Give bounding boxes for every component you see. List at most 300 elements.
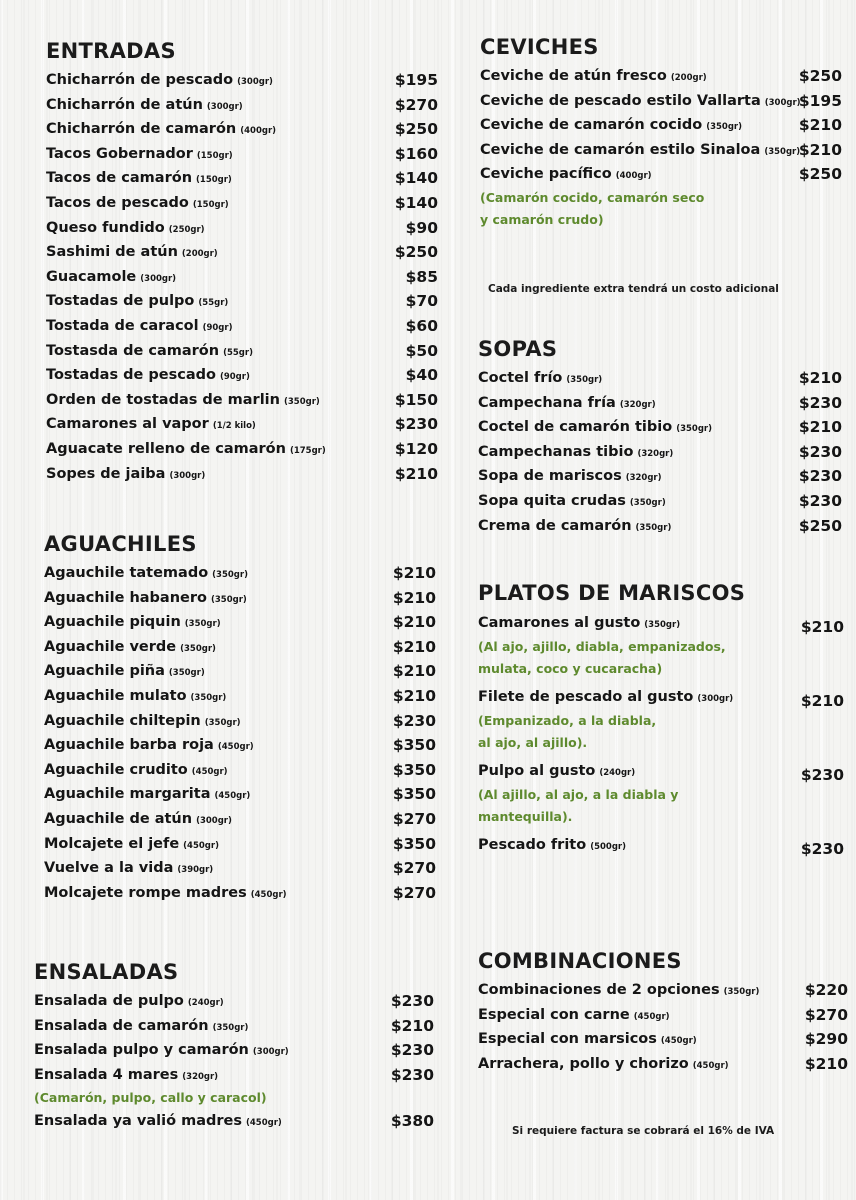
menu-item-row xyxy=(34,1109,434,1134)
dish-price: $140 xyxy=(394,169,438,188)
menu-item xyxy=(34,1014,434,1039)
dish-price: $210 xyxy=(392,686,436,705)
menu-item xyxy=(44,881,436,906)
menu-item xyxy=(478,1003,848,1028)
menu-item-row xyxy=(46,339,438,364)
menu-item-row xyxy=(46,93,438,118)
menu-item xyxy=(478,489,842,514)
dish-price: $350 xyxy=(392,834,436,853)
menu-item-row xyxy=(44,684,436,709)
dish-price: $85 xyxy=(405,267,438,286)
portion-size: (320gr) xyxy=(619,399,656,410)
menu-item-row xyxy=(478,1027,848,1052)
menu-item xyxy=(478,1027,848,1052)
portion-size: (450gr) xyxy=(214,791,251,802)
menu-item xyxy=(46,216,438,241)
portion-size: (350gr) xyxy=(629,497,666,508)
menu-item xyxy=(46,412,438,437)
menu-item-row xyxy=(478,978,848,1003)
menu-item-row xyxy=(34,1038,434,1063)
menu-item xyxy=(478,514,842,539)
menu-item-row xyxy=(478,489,842,514)
menu-item-row xyxy=(44,709,436,734)
menu-item xyxy=(478,464,842,489)
menu-item-row xyxy=(34,1063,434,1088)
section-title: CEVICHES xyxy=(480,35,599,59)
dish-name: Especial con carne xyxy=(478,1006,630,1023)
dish-name: Agauchile tatemado xyxy=(44,565,209,581)
dish-price: $230 xyxy=(798,442,842,461)
menu-item xyxy=(44,659,436,684)
dish-name: Aguachile chiltepin xyxy=(44,712,201,729)
menu-item-row xyxy=(46,265,438,290)
dish-description: (Empanizado, a la diabla, xyxy=(478,713,657,728)
menu-item xyxy=(478,684,844,754)
menu-item-row xyxy=(46,216,438,241)
dish-name: Aguachile de atún xyxy=(44,810,193,827)
dish-price: $150 xyxy=(394,390,438,409)
portion-size: (450gr) xyxy=(633,1011,670,1022)
menu-item xyxy=(44,856,436,881)
portion-size: (240gr) xyxy=(187,998,224,1008)
dish-price: $210 xyxy=(798,418,842,437)
portion-size: (300gr) xyxy=(697,694,734,704)
dish-name: Aguachile verde xyxy=(44,638,177,655)
portion-size: (300gr) xyxy=(140,273,177,284)
menu-item-row xyxy=(46,437,438,462)
menu-item xyxy=(46,142,438,167)
dish-price: $60 xyxy=(405,316,438,335)
dish-name: Coctel frío xyxy=(478,370,563,386)
menu-item-row xyxy=(46,363,438,388)
dish-price: $210 xyxy=(798,369,842,387)
dish-price: $230 xyxy=(390,992,434,1010)
item-list xyxy=(480,64,842,231)
portion-size: (350gr) xyxy=(211,594,247,605)
dish-name: Aguachile piquin xyxy=(44,614,181,631)
menu-item-row xyxy=(34,1014,434,1039)
dish-name: Guacamole xyxy=(46,268,137,285)
dish-name: Tostada de caracol xyxy=(46,317,199,334)
menu-item-row xyxy=(478,514,842,539)
dish-name: Queso fundido xyxy=(46,219,165,236)
section-title: COMBINACIONES xyxy=(478,949,682,973)
menu-item-row xyxy=(480,162,842,187)
menu-item xyxy=(46,191,438,216)
dish-name: Arrachera, pollo y chorizo xyxy=(478,1055,689,1072)
dish-name: Vuelve a la vida xyxy=(44,860,174,877)
portion-size: (400gr) xyxy=(615,171,652,182)
dish-name: Sopa quita crudas xyxy=(478,492,626,509)
portion-size: (55gr) xyxy=(223,347,253,358)
dish-price: $70 xyxy=(405,292,438,311)
portion-size: (350gr) xyxy=(180,643,216,654)
dish-price: $195 xyxy=(394,71,438,89)
dish-price: $40 xyxy=(405,366,438,385)
portion-size: (200gr) xyxy=(670,73,707,83)
item-list xyxy=(478,978,848,1076)
menu-item xyxy=(34,1109,434,1134)
menu-item xyxy=(46,437,438,462)
dish-name: Especial con marsicos xyxy=(478,1031,657,1048)
menu-item-row xyxy=(480,64,842,89)
portion-size: (200gr) xyxy=(181,249,218,260)
dish-price: $210 xyxy=(798,140,842,159)
menu-item-row xyxy=(46,412,438,437)
dish-price: $350 xyxy=(392,736,436,755)
dish-name: Ensalada de pulpo xyxy=(34,993,184,1009)
dish-name: Campechanas tibio xyxy=(478,443,634,460)
portion-size: (55gr) xyxy=(198,298,229,309)
menu-item-row xyxy=(478,758,844,784)
dish-price: $230 xyxy=(798,491,842,510)
portion-size: (150gr) xyxy=(196,175,232,186)
dish-name: Combinaciones de 2 opciones xyxy=(478,982,720,998)
menu-item xyxy=(44,635,436,660)
item-list xyxy=(44,561,436,905)
menu-item xyxy=(46,240,438,265)
dish-name: Pulpo al gusto xyxy=(478,763,596,779)
menu-item xyxy=(46,68,438,93)
section-ensaladas xyxy=(34,955,434,1134)
dish-name: Ceviche de pescado estilo Vallarta xyxy=(480,92,761,109)
menu-item xyxy=(480,89,842,114)
menu-item xyxy=(44,782,436,807)
portion-size: (350gr) xyxy=(764,146,801,157)
dish-name: Tostadas de pulpo xyxy=(46,293,195,310)
dish-price: $90 xyxy=(405,218,438,237)
dish-description: (Al ajillo, al ajo, a la diabla y xyxy=(478,787,679,802)
menu-item-row xyxy=(478,684,844,710)
dish-price: $210 xyxy=(394,464,438,483)
menu-item-row xyxy=(44,881,436,906)
menu-item-row xyxy=(478,366,842,391)
dish-price: $210 xyxy=(800,618,844,636)
menu-item-row xyxy=(480,138,842,163)
portion-size: (250gr) xyxy=(168,224,205,235)
menu-item-row xyxy=(46,166,438,191)
menu-item xyxy=(44,733,436,758)
portion-size: (320gr) xyxy=(182,1071,219,1082)
menu-item xyxy=(46,339,438,364)
menu-item-row xyxy=(44,561,436,586)
portion-size: (400gr) xyxy=(240,126,277,137)
dish-price: $210 xyxy=(392,662,436,681)
portion-size: (320gr) xyxy=(625,473,662,484)
dish-price: $140 xyxy=(394,193,438,212)
dish-price: $210 xyxy=(392,613,436,632)
portion-size: (300gr) xyxy=(252,1047,289,1058)
dish-price: $230 xyxy=(390,1041,434,1060)
menu-item-row xyxy=(44,832,436,857)
dish-price: $270 xyxy=(804,1005,848,1024)
menu-item xyxy=(46,289,438,314)
portion-size: (350gr) xyxy=(204,717,241,728)
invoice-note: Si requiere factura se cobrará el 16% de IVA xyxy=(512,1125,775,1137)
portion-size: (300gr) xyxy=(196,815,232,826)
portion-size: (450gr) xyxy=(692,1060,729,1071)
dish-name: Ceviche pacífico xyxy=(480,166,612,183)
dish-price: $120 xyxy=(394,439,438,458)
dish-price: $210 xyxy=(392,637,436,656)
dish-name: Coctel de camarón tibio xyxy=(478,419,673,436)
menu-item xyxy=(478,415,842,440)
item-list xyxy=(34,989,434,1134)
menu-item xyxy=(46,93,438,118)
portion-size: (300gr) xyxy=(764,97,801,108)
dish-price: $250 xyxy=(798,165,842,184)
menu-item-row xyxy=(44,782,436,807)
dish-price: $210 xyxy=(804,1054,848,1073)
dish-price: $220 xyxy=(804,981,848,999)
menu-item xyxy=(44,684,436,709)
menu-item-row xyxy=(34,989,434,1014)
dish-name: Ceviche de camarón estilo Sinaloa xyxy=(480,141,761,158)
menu-item-row xyxy=(478,1003,848,1028)
section-combinaciones xyxy=(478,944,848,1076)
menu-item xyxy=(44,807,436,832)
dish-price: $160 xyxy=(394,144,438,163)
section-entradas xyxy=(46,34,438,486)
menu-item-row xyxy=(478,610,844,636)
dish-price: $250 xyxy=(798,67,842,85)
portion-size: (320gr) xyxy=(637,448,674,459)
dish-name: Campechana fría xyxy=(478,394,616,411)
menu-item-row xyxy=(46,388,438,413)
menu-item xyxy=(44,758,436,783)
portion-size: (90gr) xyxy=(202,322,233,333)
menu-item-row xyxy=(478,1052,848,1077)
dish-name: Tostasda de camarón xyxy=(46,342,220,359)
dish-name: Chicharrón de pescado xyxy=(46,72,234,88)
portion-size: (350gr) xyxy=(212,570,248,580)
menu-item-row xyxy=(46,142,438,167)
menu-item-row xyxy=(46,462,438,487)
dish-name: Camarones al vapor xyxy=(46,416,209,433)
menu-item xyxy=(478,391,842,416)
dish-name: Aguachile habanero xyxy=(44,589,207,606)
section-title: ENTRADAS xyxy=(46,39,176,63)
portion-size: (150gr) xyxy=(192,199,229,210)
dish-description: y camarón crudo) xyxy=(480,211,604,227)
menu-item xyxy=(480,113,842,138)
portion-size: (175gr) xyxy=(289,445,326,456)
menu-item-row xyxy=(478,391,842,416)
portion-size: (150gr) xyxy=(196,150,233,161)
menu-item-row xyxy=(44,635,436,660)
menu-item-row xyxy=(44,659,436,684)
dish-name: Sashimi de atún xyxy=(46,244,178,261)
portion-size: (450gr) xyxy=(183,840,219,851)
dish-name: Tacos Gobernador xyxy=(46,145,193,162)
menu-item xyxy=(44,832,436,857)
extra-ingredient-note: Cada ingrediente extra tendrá un costo adicional xyxy=(488,283,779,295)
portion-size: (350gr) xyxy=(635,522,672,533)
menu-item xyxy=(478,366,842,391)
dish-price: $230 xyxy=(798,393,842,412)
menu-item xyxy=(478,440,842,465)
menu-item xyxy=(478,758,844,828)
dish-name: Ensalada pulpo y camarón xyxy=(34,1042,249,1059)
dish-price: $210 xyxy=(392,588,436,607)
portion-size: (350gr) xyxy=(283,396,320,407)
dish-price: $230 xyxy=(800,766,844,784)
portion-size: (90gr) xyxy=(219,372,250,383)
portion-size: (500gr) xyxy=(590,842,626,852)
dish-price: $270 xyxy=(392,883,436,902)
portion-size: (350gr) xyxy=(644,620,681,630)
dish-name: Crema de camarón xyxy=(478,517,632,534)
dish-name: Aguachile piña xyxy=(44,663,165,680)
section-title: ENSALADAS xyxy=(34,960,179,984)
section-platos-de-mariscos xyxy=(478,576,844,858)
dish-name: Molcajete el jefe xyxy=(44,835,180,852)
portion-size: (350gr) xyxy=(212,1022,249,1033)
menu-item-row xyxy=(44,733,436,758)
dish-name: Ensalada de camarón xyxy=(34,1017,209,1034)
portion-size: (300gr) xyxy=(206,101,243,112)
portion-size: (450gr) xyxy=(660,1036,697,1047)
dish-price: $290 xyxy=(804,1030,848,1049)
dish-price: $230 xyxy=(390,1065,434,1084)
menu-item xyxy=(480,64,842,89)
dish-name: Sopa de mariscos xyxy=(478,468,622,485)
menu-item xyxy=(44,610,436,635)
dish-name: Sopes de jaiba xyxy=(46,465,166,482)
portion-size: (350gr) xyxy=(168,668,205,679)
menu-item xyxy=(478,978,848,1003)
menu-item-row xyxy=(44,610,436,635)
dish-price: $195 xyxy=(798,91,842,110)
menu-item xyxy=(478,1052,848,1077)
portion-size: (450gr) xyxy=(250,889,287,900)
dish-name: Tacos de pescado xyxy=(46,194,189,211)
menu-item xyxy=(480,138,842,163)
menu-item-row xyxy=(478,832,844,858)
dish-price: $350 xyxy=(392,785,436,804)
dish-price: $380 xyxy=(390,1112,434,1131)
portion-size: (350gr) xyxy=(566,375,603,385)
dish-name: Ceviche de atún fresco xyxy=(480,68,667,84)
section-title: PLATOS DE MARISCOS xyxy=(478,581,746,605)
section-sopas xyxy=(478,332,842,538)
portion-size: (350gr) xyxy=(190,692,227,703)
portion-size: (450gr) xyxy=(191,766,228,777)
dish-price: $230 xyxy=(798,467,842,486)
menu-item xyxy=(46,265,438,290)
menu-item xyxy=(34,1063,434,1110)
portion-size: (450gr) xyxy=(245,1118,282,1129)
menu-item xyxy=(34,989,434,1014)
dish-price: $210 xyxy=(390,1016,434,1035)
section-aguachiles xyxy=(44,527,436,905)
dish-price: $230 xyxy=(800,840,844,858)
menu-item xyxy=(46,166,438,191)
menu-item-row xyxy=(44,586,436,611)
dish-description: mulata, coco y cucaracha) xyxy=(478,661,663,676)
dish-price: $250 xyxy=(798,516,842,535)
dish-description: (Camarón, pulpo, callo y caracol) xyxy=(34,1090,267,1106)
dish-price: $350 xyxy=(392,760,436,779)
dish-price: $210 xyxy=(392,564,436,582)
menu-item-row xyxy=(44,758,436,783)
dish-description: (Al ajo, ajillo, diabla, empanizados, xyxy=(478,639,726,654)
dish-name: Filete de pescado al gusto xyxy=(478,689,694,705)
menu-item xyxy=(44,586,436,611)
menu-item xyxy=(46,462,438,487)
dish-name: Aguachile margarita xyxy=(44,786,211,803)
menu-item xyxy=(46,388,438,413)
dish-price: $250 xyxy=(394,120,438,139)
portion-size: (300gr) xyxy=(237,77,273,87)
dish-name: Chicharrón de camarón xyxy=(46,121,237,138)
dish-price: $210 xyxy=(798,116,842,135)
section-ceviches xyxy=(480,30,842,231)
menu-item-row xyxy=(478,464,842,489)
dish-name: Aguachile crudito xyxy=(44,761,188,778)
menu-item-row xyxy=(46,117,438,142)
menu-item xyxy=(478,832,844,858)
dish-name: Chicharrón de atún xyxy=(46,96,203,113)
portion-size: (300gr) xyxy=(169,470,206,481)
menu-item-row xyxy=(46,240,438,265)
dish-description: (Camarón cocido, camarón seco xyxy=(480,189,705,205)
menu-item xyxy=(46,314,438,339)
portion-size: (350gr) xyxy=(676,424,713,435)
section-title: AGUACHILES xyxy=(44,532,197,556)
dish-name: Tacos de camarón xyxy=(46,170,193,187)
menu-item-row xyxy=(478,415,842,440)
dish-description: al ajo, al ajillo). xyxy=(478,735,588,750)
menu-item-row xyxy=(46,314,438,339)
dish-name: Molcajete rompe madres xyxy=(44,884,247,901)
menu-item xyxy=(34,1038,434,1063)
menu-item-row xyxy=(478,440,842,465)
dish-name: Camarones al gusto xyxy=(478,615,641,631)
dish-price: $230 xyxy=(394,415,438,434)
dish-price: $50 xyxy=(405,341,438,360)
dish-name: Aguachile barba roja xyxy=(44,737,214,754)
portion-size: (240gr) xyxy=(599,768,636,778)
dish-name: Ensalada ya valió madres xyxy=(34,1113,242,1130)
menu-item xyxy=(44,561,436,586)
menu-item xyxy=(46,363,438,388)
item-list xyxy=(478,610,844,858)
dish-name: Ensalada 4 mares xyxy=(34,1066,179,1083)
dish-price: $270 xyxy=(392,859,436,878)
dish-price: $210 xyxy=(800,692,844,710)
dish-name: Pescado frito xyxy=(478,837,587,853)
portion-size: (350gr) xyxy=(706,122,742,133)
dish-description: mantequilla). xyxy=(478,809,573,824)
menu-item-row xyxy=(44,856,436,881)
dish-price: $230 xyxy=(392,711,436,730)
menu-item xyxy=(46,117,438,142)
dish-price: $270 xyxy=(394,95,438,114)
dish-name: Aguachile mulato xyxy=(44,687,187,704)
portion-size: (350gr) xyxy=(723,987,760,997)
section-title: SOPAS xyxy=(478,337,558,361)
dish-price: $270 xyxy=(392,809,436,828)
dish-name: Ceviche de camarón cocido xyxy=(480,117,703,134)
menu-item-row xyxy=(44,807,436,832)
menu-item-row xyxy=(46,191,438,216)
menu-item xyxy=(478,610,844,680)
menu-item xyxy=(44,709,436,734)
menu-item-row xyxy=(46,289,438,314)
dish-name: Tostadas de pescado xyxy=(46,367,216,384)
menu-item xyxy=(480,162,842,231)
